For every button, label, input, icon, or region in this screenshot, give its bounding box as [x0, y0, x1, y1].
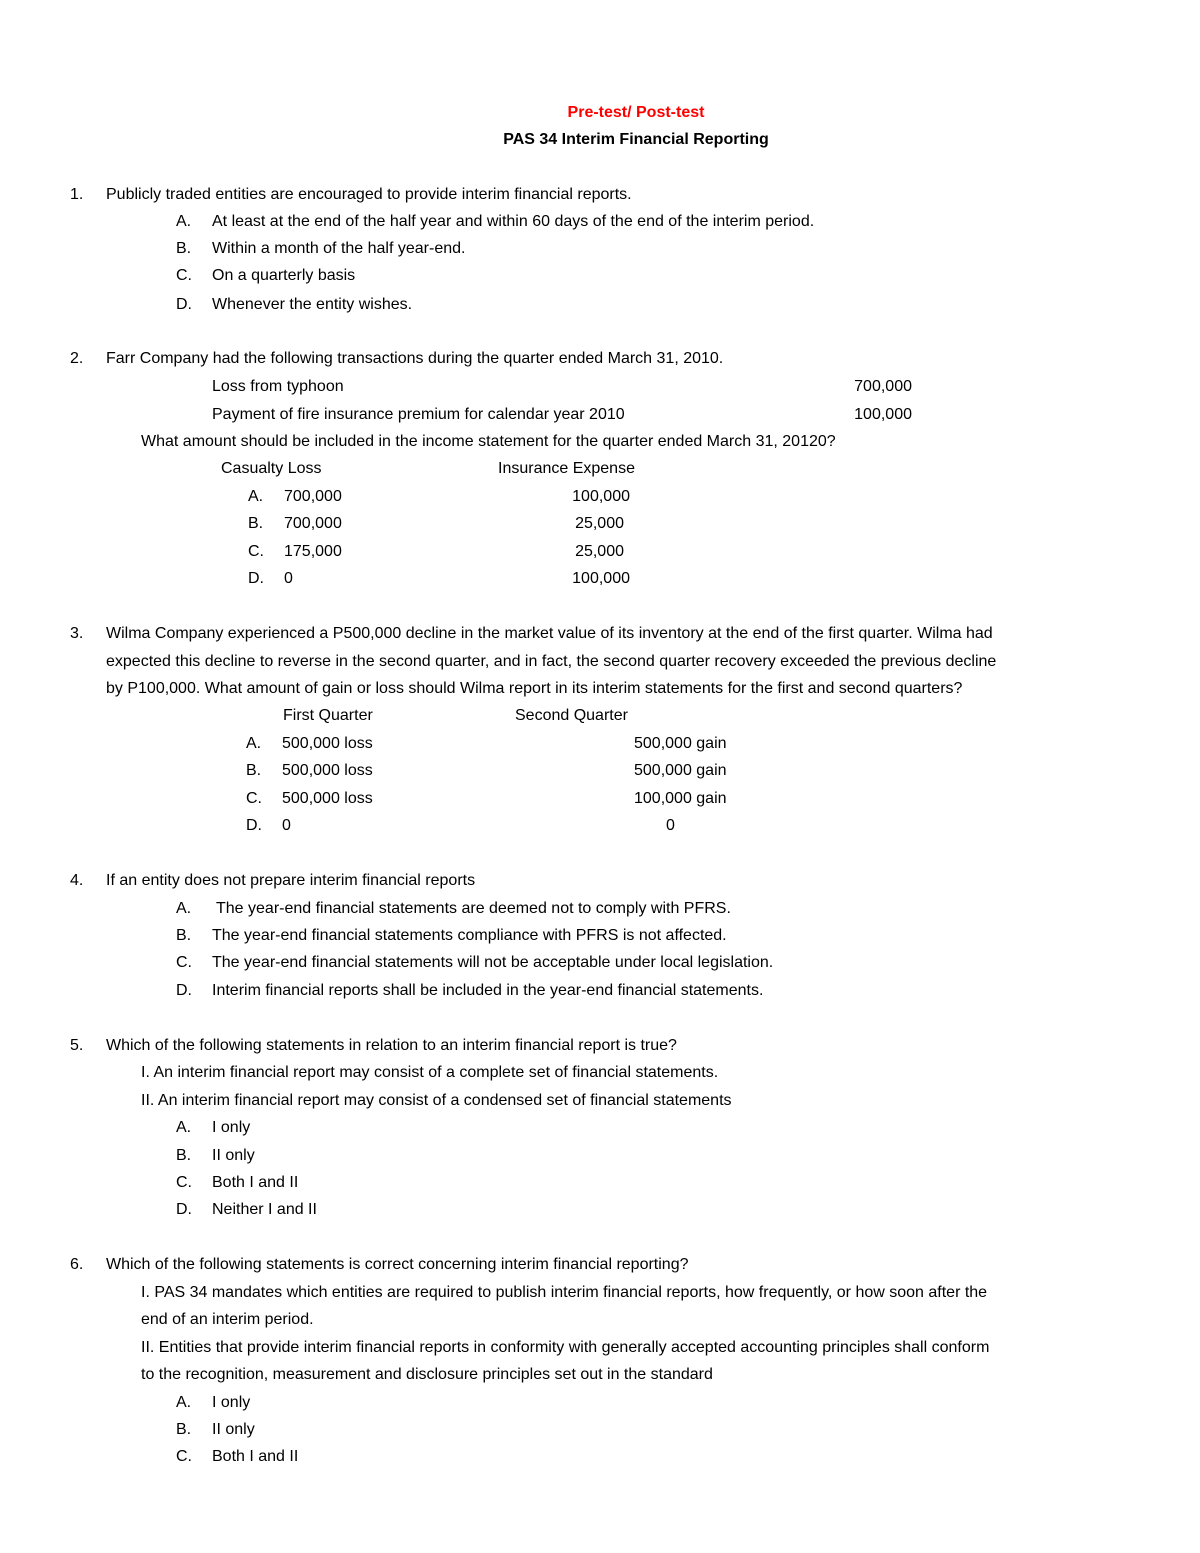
- option-value: 500,000 loss: [282, 790, 373, 807]
- option-letter: B.: [248, 515, 264, 532]
- option-text: Within a month of the half year-end.: [212, 240, 466, 257]
- transaction-amount: 100,000: [854, 406, 912, 423]
- option-text: Whenever the entity wishes.: [212, 296, 413, 313]
- question-text-line: Wilma Company experienced a P500,000 decline in the market value of its inventory at the end of the first quarter. Wilma had: [106, 625, 993, 642]
- option-letter: D.: [176, 296, 192, 313]
- option-value: 700,000: [284, 488, 342, 505]
- option-letter: A.: [176, 213, 192, 230]
- option-value: 0: [282, 817, 291, 834]
- option-letter: D.: [248, 570, 264, 587]
- option-text: II only: [212, 1147, 255, 1164]
- option-letter: C.: [176, 1448, 192, 1465]
- option-value: 100,000: [572, 488, 630, 505]
- option-letter: C.: [246, 790, 262, 807]
- option-letter: C.: [176, 1174, 192, 1191]
- option-letter: C.: [248, 543, 264, 560]
- statement-line: I. An interim financial report may consist of a complete set of financial statements.: [141, 1064, 719, 1081]
- option-value: 25,000: [575, 543, 624, 560]
- question-text: Which of the following statements is correct concerning interim financial reporting?: [106, 1256, 689, 1273]
- option-value: 500,000 gain: [634, 762, 727, 779]
- option-value: 500,000 loss: [282, 762, 373, 779]
- question-number: 2.: [70, 350, 84, 367]
- question-text-line: by P100,000. What amount of gain or loss should Wilma report in its interim statements for the first and second quarters?: [106, 680, 963, 697]
- option-letter: B.: [176, 1421, 192, 1438]
- statement-line: II. Entities that provide interim financial reports in conformity with generally accepted accounting principles shall conform: [141, 1339, 990, 1356]
- transaction-label: Loss from typhoon: [212, 378, 344, 395]
- document-title: Pre-test/ Post-test: [567, 104, 705, 121]
- option-letter: A.: [176, 1119, 192, 1136]
- question-number: 4.: [70, 872, 84, 889]
- option-letter: C.: [176, 267, 192, 284]
- option-letter: B.: [176, 240, 192, 257]
- option-value: 100,000 gain: [634, 790, 727, 807]
- option-text: Both I and II: [212, 1448, 299, 1465]
- option-value: 25,000: [575, 515, 624, 532]
- question-number: 1.: [70, 186, 84, 203]
- option-text: Both I and II: [212, 1174, 299, 1191]
- document-subtitle: PAS 34 Interim Financial Reporting: [503, 131, 769, 148]
- option-letter: B.: [246, 762, 262, 779]
- transaction-amount: 700,000: [854, 378, 912, 395]
- question-text: Which of the following statements in relation to an interim financial report is true?: [106, 1037, 677, 1054]
- option-value: 100,000: [572, 570, 630, 587]
- option-letter: D.: [176, 1201, 192, 1218]
- option-letter: B.: [176, 1147, 192, 1164]
- statement-line: II. An interim financial report may consist of a condensed set of financial statements: [141, 1092, 732, 1109]
- column-header: Casualty Loss: [221, 460, 322, 477]
- question-text: Farr Company had the following transactions during the quarter ended March 31, 2010.: [106, 350, 724, 367]
- question-prompt: What amount should be included in the income statement for the quarter ended March 31, 20120?: [141, 433, 836, 450]
- option-text: At least at the end of the half year and within 60 days of the end of the interim period.: [212, 213, 815, 230]
- transaction-label: Payment of fire insurance premium for calendar year 2010: [212, 406, 625, 423]
- option-letter: A.: [176, 900, 192, 917]
- option-value: 175,000: [284, 543, 342, 560]
- column-header: Insurance Expense: [498, 460, 635, 477]
- option-text: I only: [212, 1394, 251, 1411]
- question-text: Publicly traded entities are encouraged to provide interim financial reports.: [106, 186, 632, 203]
- option-letter: A.: [176, 1394, 192, 1411]
- question-text: If an entity does not prepare interim financial reports: [106, 872, 476, 889]
- option-letter: D.: [246, 817, 262, 834]
- option-text: II only: [212, 1421, 255, 1438]
- option-value: 0: [666, 817, 675, 834]
- option-letter: C.: [176, 954, 192, 971]
- column-header: Second Quarter: [515, 707, 628, 724]
- option-value: 0: [284, 570, 293, 587]
- option-value: 500,000 gain: [634, 735, 727, 752]
- statement-line: to the recognition, measurement and disclosure principles set out in the standard: [141, 1366, 713, 1383]
- option-value: 500,000 loss: [282, 735, 373, 752]
- question-number: 6.: [70, 1256, 84, 1273]
- option-value: 700,000: [284, 515, 342, 532]
- statement-line: end of an interim period.: [141, 1311, 314, 1328]
- option-text: On a quarterly basis: [212, 267, 356, 284]
- statement-line: I. PAS 34 mandates which entities are required to publish interim financial reports, how frequently, or how soon after the: [141, 1284, 988, 1301]
- question-text-line: expected this decline to reverse in the second quarter, and in fact, the second quarter recovery exceeded the previous decline: [106, 653, 997, 670]
- option-text: The year-end financial statements compliance with PFRS is not affected.: [212, 927, 727, 944]
- option-letter: D.: [176, 982, 192, 999]
- option-text: Neither I and II: [212, 1201, 317, 1218]
- option-text: Interim financial reports shall be included in the year-end financial statements.: [212, 982, 764, 999]
- column-header: First Quarter: [283, 707, 373, 724]
- option-letter: A.: [248, 488, 264, 505]
- question-number: 5.: [70, 1037, 84, 1054]
- option-text: The year-end financial statements are deemed not to comply with PFRS.: [216, 900, 731, 917]
- question-number: 3.: [70, 625, 84, 642]
- option-letter: A.: [246, 735, 262, 752]
- option-letter: B.: [176, 927, 192, 944]
- option-text: I only: [212, 1119, 251, 1136]
- option-text: The year-end financial statements will not be acceptable under local legislation.: [212, 954, 774, 971]
